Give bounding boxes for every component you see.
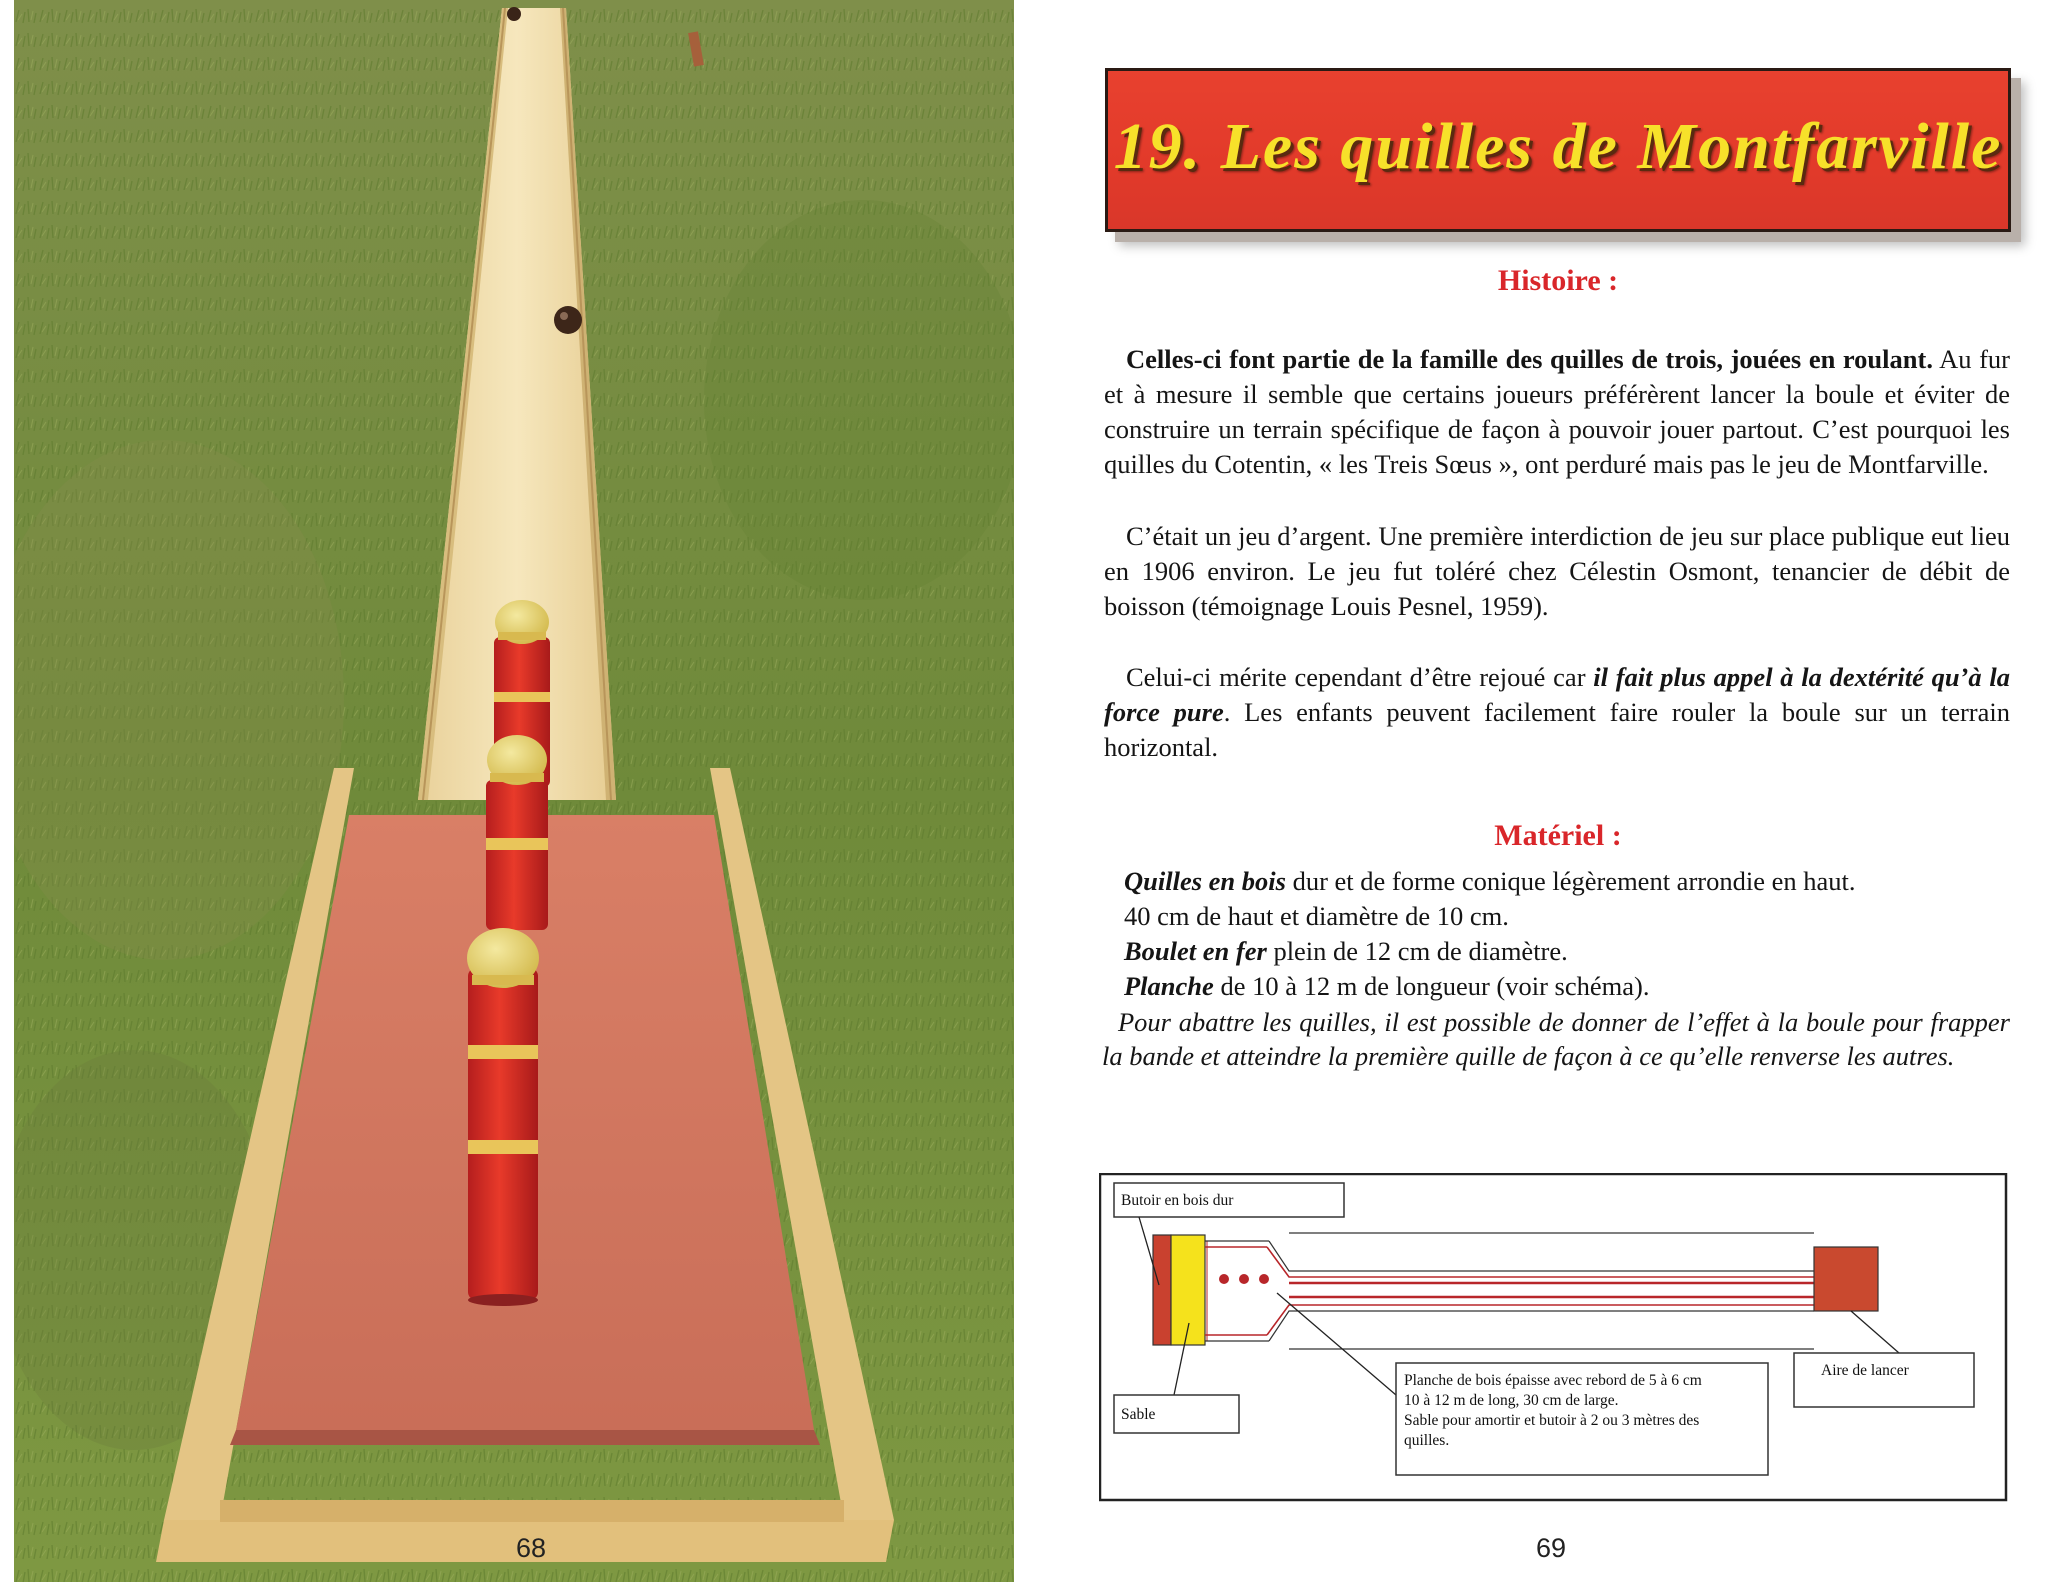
label-butoir: Butoir en bois dur bbox=[1121, 1192, 1234, 1209]
materiel-item-keyword: Planche bbox=[1124, 971, 1214, 1001]
histoire-paragraph-3 bbox=[1104, 660, 2010, 765]
materiel-heading: Matériel : bbox=[1494, 819, 1622, 852]
photo-skittle-lane bbox=[14, 0, 1014, 1582]
histoire-p3-start: Celui-ci mérite cependant d’être rejoué car bbox=[1126, 662, 1594, 692]
right-page bbox=[1014, 0, 2048, 1582]
materiel-item-text: de 10 à 12 m de longueur (voir schéma). bbox=[1213, 971, 1650, 1001]
histoire-paragraph-2: C’était un jeu d’argent. Une première interdiction de jeu sur place publique eut lieu en 1906 environ. Le jeu fut toléré chez Célestin Osmont, tenancier de débit de boisson (témoignage Louis Pesnel, 1959). bbox=[1104, 521, 2010, 621]
page-title: 19. Les quilles de Montfarville bbox=[1113, 110, 2003, 183]
pin-dot bbox=[1239, 1274, 1249, 1284]
materiel-item-text: 40 cm de haut et diamètre de 10 cm. bbox=[1124, 901, 1509, 931]
label-planche-line: 10 à 12 m de long, 30 cm de large. bbox=[1404, 1392, 1619, 1409]
materiel-item-text: plein de 12 cm de diamètre. bbox=[1266, 936, 1568, 966]
materiel-item-quilles bbox=[1124, 864, 1855, 899]
materiel-item-keyword: Boulet en fer bbox=[1124, 936, 1267, 966]
histoire-heading: Histoire : bbox=[1497, 264, 1619, 297]
pin-dot bbox=[1259, 1274, 1269, 1284]
lane-diagram bbox=[1099, 1173, 2009, 1503]
butoir-block bbox=[1153, 1235, 1171, 1345]
label-aire: Aire de lancer bbox=[1821, 1362, 1909, 1379]
aire-de-lancer-block bbox=[1814, 1247, 1878, 1311]
label-planche-line: quilles. bbox=[1404, 1432, 1450, 1449]
pin-dot bbox=[1219, 1274, 1229, 1284]
histoire-p3-end: . Les enfants peuvent facilement faire rouler la boule sur un terrain horizontal. bbox=[1104, 697, 2010, 762]
materiel-item-dimensions bbox=[1124, 899, 1509, 934]
histoire-paragraph-1 bbox=[1104, 342, 2010, 482]
materiel-item-keyword: Quilles en bois bbox=[1124, 866, 1286, 896]
materiel-item-boulet bbox=[1124, 934, 1568, 969]
histoire-lead-sentence: Celles-ci font partie de la famille des quilles de trois, jouées en roulant. bbox=[1126, 344, 1933, 374]
materiel-item-text: dur et de forme conique légèrement arrondie en haut. bbox=[1285, 866, 1856, 896]
page-number-left: 68 bbox=[516, 1533, 547, 1563]
histoire-p1-rest: Au fur et à mesure il semble que certains joueurs préférèrent lancer la boule et éviter de construire un terrain spécifique de façon à pouvoir jouer partout. C’est pourquoi les quilles du Cotentin, « les Treis Sœus », ont perduré mais pas le jeu de Montfarville. bbox=[1104, 344, 2010, 479]
histoire-p3-emphasis: il fait plus appel à la dextérité qu’à la force pure bbox=[1104, 662, 2010, 727]
label-planche-line: Planche de bois épaisse avec rebord de 5 à 6 cm bbox=[1404, 1372, 1702, 1389]
page-number-right: 69 bbox=[1536, 1533, 1567, 1563]
label-sable: Sable bbox=[1121, 1406, 1156, 1423]
left-page bbox=[14, 0, 1014, 1582]
materiel-note: Pour abattre les quilles, il est possible de donner de l’effet à la boule pour frapper la bande et atteindre la première quille de façon à ce qu’elle renverse les autres. bbox=[1102, 1007, 2010, 1071]
label-planche-line: Sable pour amortir et butoir à 2 ou 3 mètres des bbox=[1404, 1412, 1700, 1429]
title-banner bbox=[1105, 68, 2011, 232]
materiel-item-planche bbox=[1124, 969, 1649, 1004]
